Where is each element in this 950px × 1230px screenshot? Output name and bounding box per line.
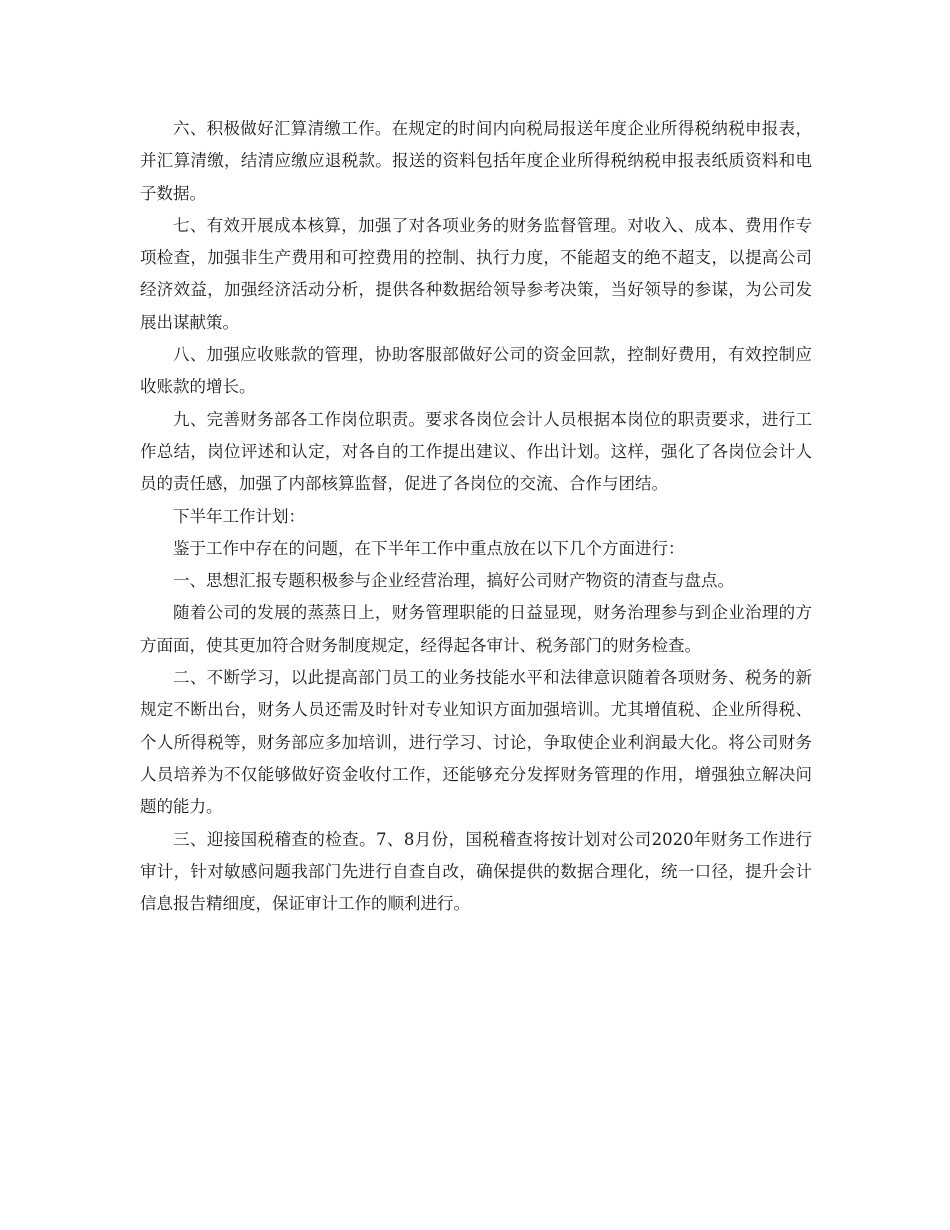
paragraph-plan-item-1: 一、思想汇报专题积极参与企业经营治理，搞好公司财产物资的清查与盘点。 (173, 571, 734, 591)
paragraph-item-9-job-duties: 九、完善财务部各工作岗位职责。要求各岗位会计人员根据本岗位的职责要求，进行工作总结，岗位评述和认定，对各自的工作提出建议、作出计划。这样，强化了各岗位会计人员的责任感，加强了内部核算监督，促进了各岗位的交流、合作与团结。 (140, 409, 812, 494)
paragraph-item-7-cost-accounting: 七、有效开展成本核算，加强了对各项业务的财务监督管理。对收入、成本、费用作专项检查，加强非生产费用和可控费用的控制、执行力度，不能超支的绝不超支，以提高公司经济效益，加强经济活动分析，提供各种数据给领导参考决策，当好领导的参谋，为公司发展出谋献策。 (140, 215, 812, 332)
paragraph-item-8-receivables: 八、加强应收账款的管理，协助客服部做好公司的资金回款，控制好费用，有效控制应收账款的增长。 (140, 345, 812, 397)
paragraph-plan-item-2: 二、不断学习，以此提高部门员工的业务技能水平和法律意识随着各项财务、税务的新规定不断出台，财务人员还需及时针对专业知识方面加强培训。尤其增值税、企业所得税、个人所得税等，财务部应多加培训，进行学习、讨论，争取使企业利润最大化。将公司财务人员培养为不仅能够做好资金收付工作，还能够充分发挥财务管理的作用，增强独立解决问题的能力。 (140, 668, 812, 817)
paragraph-plan-item-1-detail: 随着公司的发展的蒸蒸日上，财务管理职能的日益显现，财务治理参与到企业治理的方方面面，使其更加符合财务制度规定，经得起各审计、税务部门的财务检查。 (140, 603, 812, 655)
paragraph-plan-intro: 鉴于工作中存在的问题，在下半年工作中重点放在以下几个方面进行： (173, 538, 685, 558)
paragraph-plan-item-3: 三、迎接国税稽查的检查。7、8月份，国税稽查将按计划对公司2020年财务工作进行审计，针对敏感问题我部门先进行自查自改，确保提供的数据合理化，统一口径，提升会计信息报告精细度，保证审计工作的顺利进行。 (140, 829, 812, 914)
document-body (140, 113, 812, 920)
paragraph-item-6-tax-settlement: 六、积极做好汇算清缴工作。在规定的时间内向税局报送年度企业所得税纳税申报表，并汇算清缴，结清应缴应退税款。报送的资料包括年度企业所得税纳税申报表纸质资料和电子数据。 (140, 119, 812, 203)
section-heading-second-half-plan: 下半年工作计划： (173, 506, 305, 526)
